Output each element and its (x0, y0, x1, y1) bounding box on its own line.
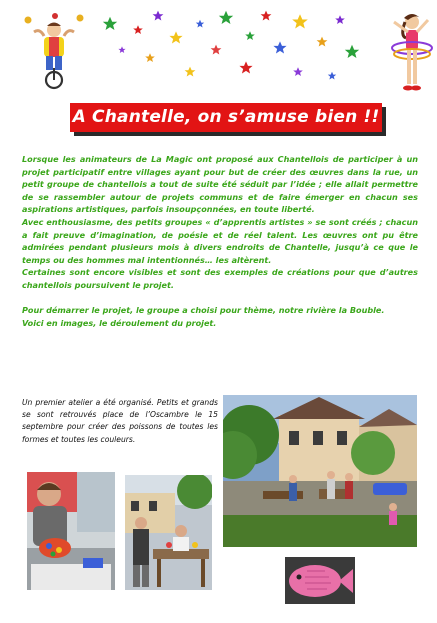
hoop-girl-illustration (372, 8, 434, 100)
intro-paragraph: Certaines sont encore visibles et sont des exemples de créations pour que d’autres chantellois poursuivent le projet. (22, 267, 418, 290)
photo-painting-fish (27, 472, 115, 590)
page-title: A Chantelle, on s’amuse bien !! (70, 103, 382, 132)
photo-village-square (223, 395, 417, 547)
paragraph-gap (22, 292, 418, 305)
intro-text (22, 153, 418, 329)
theme-paragraph: Pour démarrer le projet, le groupe a choisi pour thème, notre rivière la Bouble. (22, 305, 385, 316)
intro-paragraph: Lorsque les animateurs de La Magic ont proposé aux Chantellois de participer à un projet participatif entre villages ayant pour but de créer des œuvres dans la rue, un petit groupe de chantellois a tout de suite été séduit par l’idée ; elle allait permettre de se rassembler autour de projets communs et de faire émerger en chacun ses aspirations artistiques, parfois insoupçonnées, en toute liberté. (22, 154, 418, 215)
intro-paragraph: Avec enthousiasme, des petits groupes « d’apprentis artistes » se sont créés ; chacun a fait preuve d’imagination, de poésie et de réel talent. Les œuvres ont pu être admirées pendant plusieurs mois à divers endroits de Chantelle, jusqu’à ce que le temps ou des hommes mal intentionnés… les altèrent. (22, 216, 418, 265)
juggler-illustration (22, 12, 86, 90)
photo-caption: Un premier atelier a été organisé. Petits et grands se sont retrouvés place de l’Oscambre le 15 septembre pour créer des poissons de toutes les formes et toutes les couleurs. (22, 398, 218, 444)
photo-pink-fish (285, 557, 355, 604)
photo-workshop-table (125, 475, 212, 590)
theme-paragraph: Voici en images, le déroulement du projet. (22, 317, 217, 328)
title-banner (70, 103, 388, 136)
stars-decoration (90, 6, 370, 86)
